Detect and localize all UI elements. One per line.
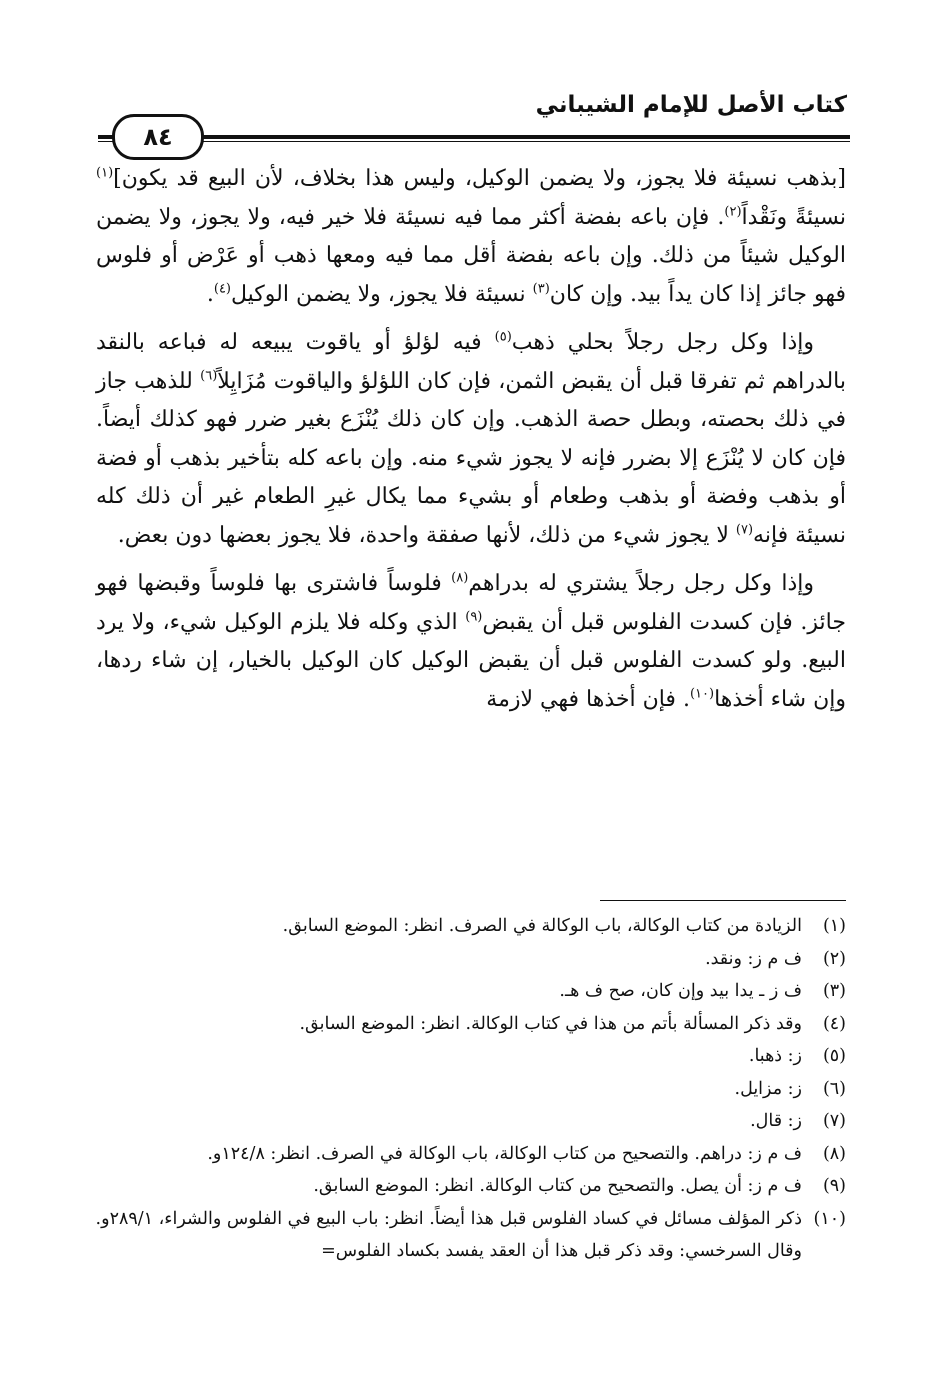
paragraph-2 (96, 324, 846, 555)
running-title: كتاب الأصل للإمام الشيباني (535, 92, 847, 118)
footnote-item (94, 1008, 846, 1041)
footnote-ref: (١) (96, 165, 114, 181)
footnote-separator (600, 900, 846, 901)
footnote-ref: (٥) (494, 329, 512, 345)
footnote-number: (١٠) (813, 1208, 846, 1229)
footnote-text: ذكر المؤلف مسائل في كساد الفلوس قبل هذا أيضاً. انظر: باب البيع في الفلوس والشراء، ٢٨٩/١و. وقال السرخسي: وقد ذكر قبل هذا أن العقد يفسد بكساد الفلوس= (95, 1208, 802, 1261)
footnote-number: (٦) (822, 1078, 846, 1099)
footnote-text: ف م ز: أن يصل. والتصحيح من كتاب الوكالة. انظر: الموضع السابق. (313, 1176, 802, 1196)
text-run: لا يجوز شيء من ذلك، لأنها صفقة واحدة، فلا يجوز بعضها دون بعض. (117, 522, 736, 548)
header-rule-thin (98, 141, 850, 142)
text-run: فلوساً فاشترى بها فلوساً وقبضها فهو جائز. فإن كسدت الفلوس قبل أن يقبض (96, 571, 846, 635)
text-run: نسيئة فلا يجوز، ولا يضمن الوكيل (231, 281, 533, 307)
main-text (96, 160, 846, 729)
footnote-ref: (١٠) (689, 686, 715, 702)
footnote-ref: (٢) (724, 204, 742, 220)
footnote-text: ف ز ـ يدا بيد وإن كان، صح ف هـ. (559, 981, 802, 1001)
footnote-text: الزيادة من كتاب الوكالة، باب الوكالة في الصرف. انظر: الموضع السابق. (282, 916, 802, 936)
text-run: فيه لؤلؤ أو ياقوت يبيعه له فباعه بالنقد بالدراهم ثم تفرقا قبل أن يقبض الثمن، فإن كان اللؤلؤ والياقوت مُزَايِلاً (96, 330, 846, 394)
footnote-number: (٥) (822, 1046, 846, 1066)
footnote-number: (٣) (822, 981, 846, 1001)
footnote-ref: (٦) (200, 368, 218, 384)
footnote-text: ز: قال. (750, 1111, 802, 1131)
footnote-item (94, 1170, 846, 1203)
footnote-ref: (٧) (735, 522, 754, 538)
paragraph-1 (96, 160, 846, 314)
text-run: . فإن باعه بفضة أكثر مما فيه نسيئة فلا خير فيه، ولا يجوز، ولا يضمن الوكيل شيئاً من ذلك. وإن باعه بفضة أقل مما فيه ومعها ذهب أو عَرْض أو فلوس فهو جائز إذا كان يداً بيد. وإن كان (96, 204, 846, 307)
footnote-ref: (٤) (213, 281, 231, 297)
footnote-item (94, 910, 846, 943)
text-run: للذهب جاز في ذلك بحصته، وبطل حصة الذهب. وإن كان ذلك يُنْزَع بغير ضرر فهو كذلك أيضاً. فإن كان لا يُنْزَع إلا بضرر فإنه لا يجوز شيء منه. وإن باعه كله بتأخير بذهب أو فضة أو بذهب وفضة أو بذهب وطعام أو بشيء مما يكال غيرِ الطعام غير أن ذلك كله نسيئة فإنه (96, 368, 846, 548)
footnote-ref: (٣) (532, 281, 550, 297)
paragraph-3 (96, 565, 846, 719)
footnote-text: ز: ذهبا. (748, 1046, 802, 1066)
text-run: [بذهب نسيئة فلا يجوز، ولا يضمن الوكيل، وليس هذا بخلاف، لأن البيع قد يكون] (113, 166, 846, 191)
footnote-text: ز: مزايل. (734, 1078, 802, 1099)
footnote-number: (٤) (822, 1013, 846, 1034)
footnote-number: (٨) (822, 1143, 846, 1164)
footnote-number: (٧) (822, 1111, 846, 1131)
footnote-ref: (٨) (451, 570, 469, 586)
footnote-number: (١) (822, 916, 846, 936)
text-run: . (206, 281, 214, 307)
header-rule (98, 135, 850, 139)
text-run: نسيئةً ونَقْداً (741, 204, 846, 230)
footnote-item (94, 943, 846, 976)
footnote-text: وقد ذكر المسألة بأتم من هذا في كتاب الوكالة. انظر: الموضع السابق. (299, 1013, 802, 1034)
footnotes (94, 910, 846, 1268)
text-run: الذي وكله فلا يلزم الوكيل شيء، ولا يرد البيع. ولو كسدت الفلوس قبل أن يقبض الوكيل كان الوكيل بالخيار، إن شاء ردها، وإن شاء أخذها (96, 609, 846, 712)
footnote-ref: (٩) (465, 609, 483, 625)
footnote-item (94, 1073, 846, 1106)
footnote-item (94, 975, 846, 1008)
footnote-item (94, 1203, 846, 1268)
text-run: وإذا وكل رجل رجلاً بحلي ذهب (511, 330, 814, 355)
text-run: وإذا وكل رجل رجلاً يشتري له بدراهم (468, 571, 815, 596)
footnote-item (94, 1040, 846, 1073)
footnote-number: (٢) (822, 948, 846, 969)
footnote-text: ف م ز: دراهم. والتصحيح من كتاب الوكالة، باب الوكالة في الصرف. انظر: ١٢٤/٨و. (207, 1143, 802, 1164)
text-run: . فإن أخذها فهي لازمة (486, 686, 690, 712)
footnote-item (94, 1105, 846, 1138)
page-number: ٨٤ (112, 114, 204, 160)
footnote-item (94, 1138, 846, 1171)
footnote-text: ف م ز: ونقد. (705, 948, 802, 969)
footnote-number: (٩) (822, 1176, 846, 1196)
